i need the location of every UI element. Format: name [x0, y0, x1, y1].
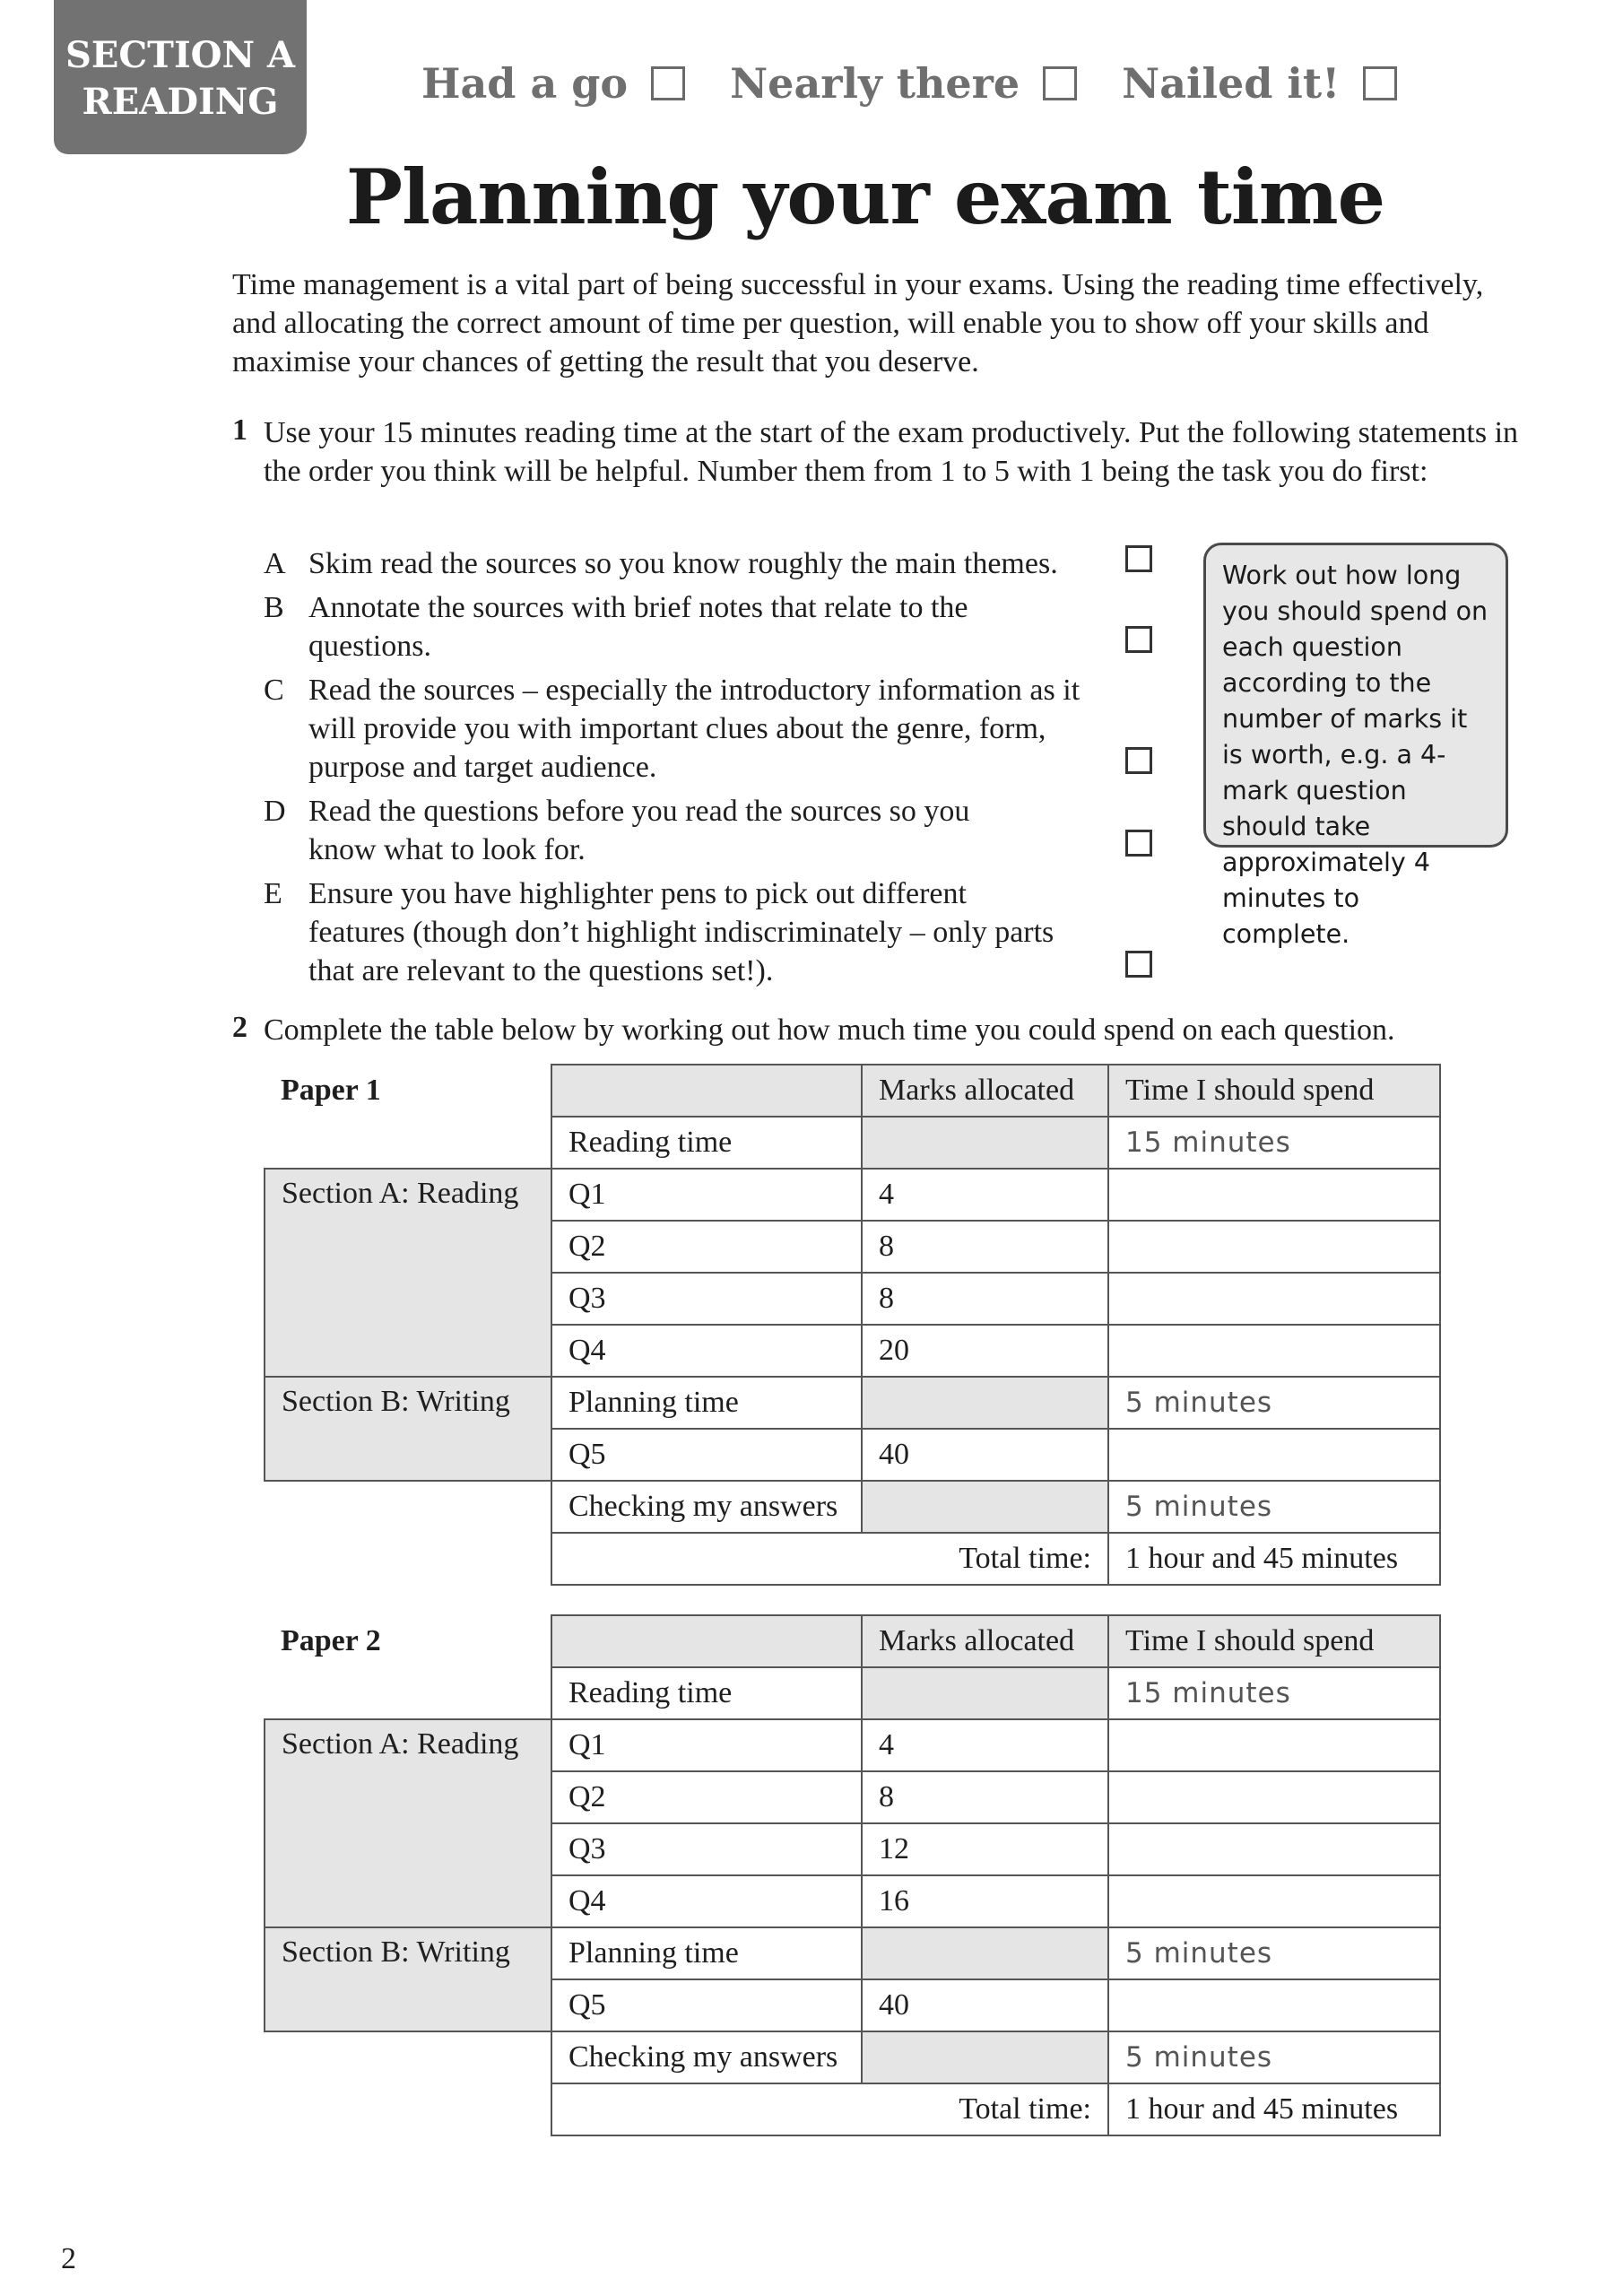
- section-tab: [54, 0, 307, 154]
- time-answer-cell[interactable]: [1108, 1771, 1440, 1823]
- marks-cell: [862, 1117, 1108, 1169]
- total-value: 1 hour and 45 minutes: [1108, 1533, 1440, 1585]
- total-label: Total time:: [551, 1533, 1108, 1585]
- marks-cell: 4: [862, 1169, 1108, 1221]
- table-row: [265, 1667, 1440, 1719]
- empty-cell: [265, 1533, 551, 1585]
- time-answer-cell[interactable]: [1108, 1273, 1440, 1325]
- intro-paragraph: Time management is a vital part of being successful in your exams. Using the reading time effectively, and allocating the correct amount of time per question, will enable you to show off your skills and maximise your chances of getting the result that you deserve.: [232, 268, 1484, 378]
- time-cell[interactable]: 5 minutes: [1108, 2031, 1440, 2083]
- had-a-go-label: Had a go: [421, 59, 629, 108]
- marks-cell: [862, 1377, 1108, 1429]
- paper-2-table: [264, 1614, 1441, 2136]
- row-label: Reading time: [551, 1667, 862, 1719]
- time-answer-cell[interactable]: [1108, 1979, 1440, 2031]
- section-b-label: Section B: Writing: [265, 1377, 551, 1481]
- table-header-row: [265, 1615, 1440, 1667]
- section-tab-line2: READING: [82, 81, 279, 123]
- question-2-number: 2: [232, 1011, 247, 1044]
- time-answer-cell[interactable]: [1108, 1325, 1440, 1377]
- option-c-answer-box[interactable]: [1125, 747, 1152, 774]
- paper-label: Paper 1: [281, 1074, 381, 1107]
- option-a-answer-box[interactable]: [1125, 545, 1152, 572]
- option-letter: E: [264, 877, 282, 910]
- question-label: Q5: [551, 1979, 862, 2031]
- page-number: 2: [61, 2242, 76, 2275]
- time-cell[interactable]: 5 minutes: [1108, 1377, 1440, 1429]
- row-label: Checking my answers: [551, 1481, 862, 1533]
- option-text: Read the questions before you read the sources so you know what to look for.: [308, 795, 970, 866]
- table-row: [265, 1377, 1440, 1429]
- marks-cell: [862, 1481, 1108, 1533]
- question-2-text: Complete the table below by working out how much time you could spend on each question.: [264, 1013, 1395, 1047]
- option-b-answer-box[interactable]: [1125, 626, 1152, 653]
- marks-cell: 16: [862, 1875, 1108, 1927]
- section-b-label: Section B: Writing: [265, 1927, 551, 2031]
- question-label: Q1: [551, 1719, 862, 1771]
- empty-cell: [265, 1117, 551, 1169]
- marks-cell: 40: [862, 1979, 1108, 2031]
- question-label: Q5: [551, 1429, 862, 1481]
- marks-cell: 40: [862, 1429, 1108, 1481]
- nailed-it-checkbox[interactable]: [1363, 66, 1397, 100]
- question-label: Q3: [551, 1823, 862, 1875]
- time-cell[interactable]: 5 minutes: [1108, 1927, 1440, 1979]
- table-row: [265, 1169, 1440, 1221]
- option-letter: D: [264, 795, 286, 828]
- had-a-go-checkbox[interactable]: [651, 66, 685, 100]
- option-text: Skim read the sources so you know roughly the main themes.: [308, 547, 1058, 580]
- marks-cell: 8: [862, 1221, 1108, 1273]
- table-row: [265, 1719, 1440, 1771]
- question-label: Q3: [551, 1273, 862, 1325]
- table-total-row: [265, 1533, 1440, 1585]
- marks-cell: [862, 1927, 1108, 1979]
- row-label: Planning time: [551, 1927, 862, 1979]
- empty-cell: [265, 2031, 551, 2083]
- table-total-row: [265, 2083, 1440, 2135]
- question-1-number: 1: [232, 413, 247, 447]
- marks-cell: 12: [862, 1823, 1108, 1875]
- progress-tracker: [421, 52, 1397, 115]
- marks-header: Marks allocated: [862, 1615, 1108, 1667]
- section-a-label: Section A: Reading: [265, 1719, 551, 1927]
- time-cell[interactable]: 5 minutes: [1108, 1481, 1440, 1533]
- empty-cell: [265, 1667, 551, 1719]
- marks-cell: 8: [862, 1771, 1108, 1823]
- header-blank-cell: [551, 1065, 862, 1117]
- time-header: Time I should spend: [1108, 1615, 1440, 1667]
- question-label: Q4: [551, 1325, 862, 1377]
- tip-box: Work out how long you should spend on each question according to the number of marks it is worth, e.g. a 4-mark question should take approximately 4 minutes to complete.: [1203, 543, 1508, 848]
- time-answer-cell[interactable]: [1108, 1221, 1440, 1273]
- marks-cell: [862, 2031, 1108, 2083]
- table-row: [265, 1117, 1440, 1169]
- table-header-row: [265, 1065, 1440, 1117]
- row-label: Reading time: [551, 1117, 862, 1169]
- option-letter: B: [264, 591, 284, 624]
- option-letter: C: [264, 674, 284, 707]
- row-label: Checking my answers: [551, 2031, 862, 2083]
- page-title: Planning your exam time: [345, 152, 1385, 241]
- question-1-text: Use your 15 minutes reading time at the start of the exam productively. Put the following statements in the order you think will be helpful. Number them from 1 to 5 with 1 being the task you do first:: [264, 416, 1519, 488]
- time-answer-cell[interactable]: [1108, 1719, 1440, 1771]
- option-text: Annotate the sources with brief notes that relate to the questions.: [308, 591, 968, 663]
- marks-cell: 4: [862, 1719, 1108, 1771]
- option-d-answer-box[interactable]: [1125, 830, 1152, 857]
- total-value: 1 hour and 45 minutes: [1108, 2083, 1440, 2135]
- section-tab-line1: SECTION A: [65, 34, 296, 76]
- option-e-answer-box[interactable]: [1125, 951, 1152, 978]
- table-row: [265, 1481, 1440, 1533]
- paper-label: Paper 2: [281, 1624, 381, 1657]
- nearly-there-label: Nearly there: [730, 59, 1020, 108]
- table-row: [265, 1927, 1440, 1979]
- option-text: Read the sources – especially the introductory information as it will provide you with important clues about the genre, form, purpose and target audience.: [308, 674, 1081, 784]
- question-label: Q1: [551, 1169, 862, 1221]
- time-answer-cell[interactable]: [1108, 1169, 1440, 1221]
- question-label: Q2: [551, 1771, 862, 1823]
- paper-1-table: [264, 1064, 1441, 1586]
- section-a-label: Section A: Reading: [265, 1169, 551, 1377]
- time-cell[interactable]: 15 minutes: [1108, 1667, 1440, 1719]
- empty-cell: [265, 2083, 551, 2135]
- option-letter: A: [264, 547, 286, 580]
- nearly-there-checkbox[interactable]: [1043, 66, 1077, 100]
- time-header: Time I should spend: [1108, 1065, 1440, 1117]
- question-label: Q4: [551, 1875, 862, 1927]
- time-answer-cell[interactable]: [1108, 1875, 1440, 1927]
- total-label: Total time:: [551, 2083, 1108, 2135]
- time-cell[interactable]: 15 minutes: [1108, 1117, 1440, 1169]
- row-label: Planning time: [551, 1377, 862, 1429]
- option-text: Ensure you have highlighter pens to pick out different features (though don’t highlight indiscriminately – only parts that are relevant to the questions set!).: [308, 877, 1055, 987]
- time-answer-cell[interactable]: [1108, 1823, 1440, 1875]
- marks-cell: 8: [862, 1273, 1108, 1325]
- marks-header: Marks allocated: [862, 1065, 1108, 1117]
- empty-cell: [265, 1481, 551, 1533]
- question-label: Q2: [551, 1221, 862, 1273]
- marks-cell: [862, 1667, 1108, 1719]
- time-answer-cell[interactable]: [1108, 1429, 1440, 1481]
- nailed-it-label: Nailed it!: [1122, 59, 1341, 108]
- header-blank-cell: [551, 1615, 862, 1667]
- table-row: [265, 2031, 1440, 2083]
- marks-cell: 20: [862, 1325, 1108, 1377]
